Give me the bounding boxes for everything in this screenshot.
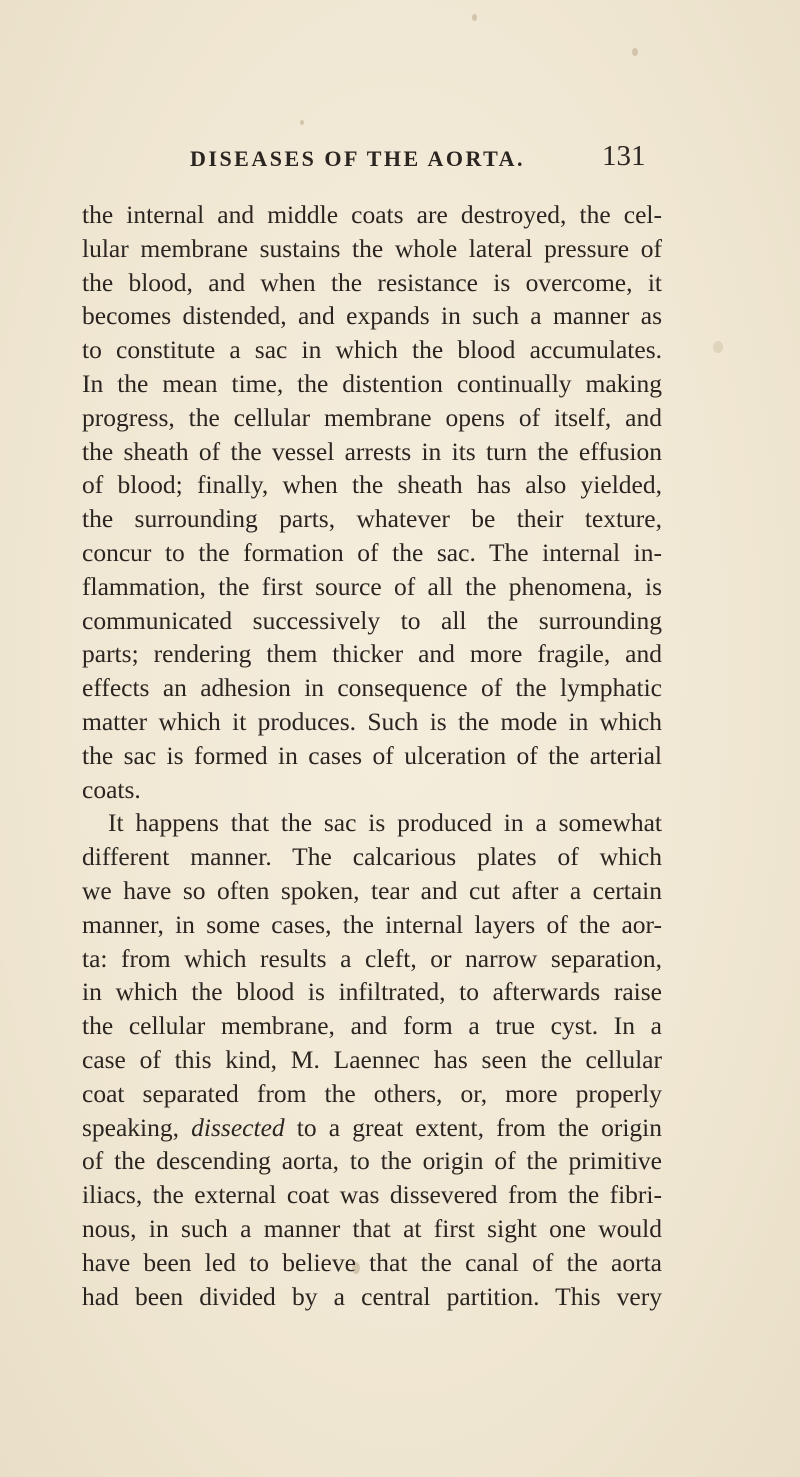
text-line: in which the blood is infiltrated, to afterwards raise [82,977,662,1007]
text-line: coat separated from the others, or, more properly [82,1078,662,1108]
page-number: 131 [602,140,646,172]
text-line: lular membrane sustains the whole lateral pressure of [82,233,662,263]
body-text [82,198,662,1313]
text-line: the cellular membrane, and form a true cyst. In a [82,1011,662,1041]
paragraph [82,198,662,806]
text-line: had been divided by a central partition. This very [82,1281,662,1311]
page-header [0,140,800,186]
text-line: of the descending aorta, to the origin of the primitive [82,1146,662,1176]
foxing-spot [300,120,304,125]
text-line: matter which it produces. Such is the mode in which [82,706,662,736]
text-line: It happens that the sac is produced in a somewhat [108,808,662,838]
text-line: ta: from which results a cleft, or narrow separation, [82,943,662,973]
foxing-spot [632,48,638,56]
text-line: concur to the formation of the sac. The internal in- [82,537,662,567]
text-line: becomes distended, and expands in such a manner as [82,301,662,331]
text-line: communicated successively to all the surrounding [82,605,662,635]
text-line: coats. [82,774,141,804]
text-line: case of this kind, M. Laennec has seen the cellular [82,1044,662,1074]
italic-word: dissected [191,1112,285,1142]
text-line: manner, in some cases, the internal layers of the aor- [82,909,662,939]
text-segment: to a great extent, from the origin [296,1112,663,1142]
text-line: effects an adhesion in consequence of the lymphatic [82,673,662,703]
text-line: progress, the cellular membrane opens of itself, and [82,402,662,432]
text-line: parts; rendering them thicker and more fragile, and [82,639,662,669]
text-line: the sac is formed in cases of ulceration of the arterial [82,740,662,770]
text-line: In the mean time, the distention continually making [82,368,662,398]
foxing-spot [713,341,723,353]
text-segment: speaking, [82,1112,180,1142]
paragraph [82,806,662,1313]
foxing-spot [472,14,477,21]
text-line: the internal and middle coats are destroyed, the cel- [82,200,662,229]
text-line: have been led to believe that the canal of the aorta [82,1247,662,1277]
text-line: iliacs, the external coat was dissevered from the fibri- [82,1180,662,1210]
text-line: the blood, and when the resistance is overcome, it [82,267,662,297]
text-line: different manner. The calcarious plates of which [82,842,662,872]
text-line: the sheath of the vessel arrests in its turn the effusion [82,436,662,466]
text-line [82,1111,662,1145]
text-line: nous, in such a manner that at first sight one would [82,1213,662,1243]
running-head: DISEASES OF THE AORTA. [190,146,526,171]
text-line: the surrounding parts, whatever be their texture, [82,504,662,534]
text-line: we have so often spoken, tear and cut after a certain [82,875,662,905]
text-line: of blood; finally, when the sheath has also yielded, [82,470,662,500]
text-line: to constitute a sac in which the blood accumulates. [82,335,662,365]
text-line: flammation, the first source of all the phenomena, is [82,571,662,601]
